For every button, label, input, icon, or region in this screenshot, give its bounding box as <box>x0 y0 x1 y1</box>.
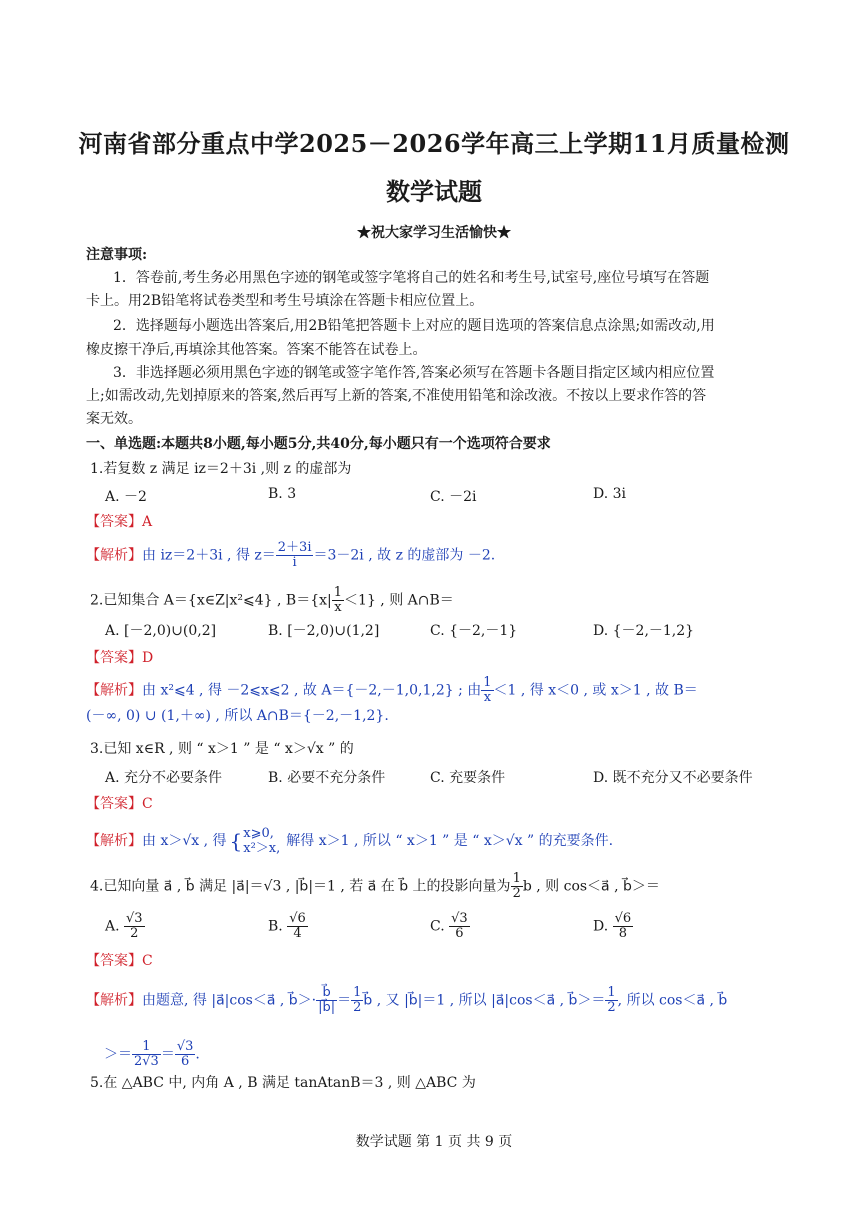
q3-stem: 3.已知 x∈R , 则 “ x＞1 ” 是 “ x＞√x ” 的 <box>90 741 354 757</box>
q4-half-den: 2 <box>353 1000 362 1015</box>
q4-analysis-part-d: , 所以 cos＜a⃗ , b⃗ <box>617 992 728 1009</box>
q4-r2-num: √3 <box>176 1039 194 1054</box>
section-heading: 一、单选题:本题共8小题,每小题5分,共40分,每小题只有一个选项符合要求 <box>86 436 551 452</box>
q1-fraction <box>276 541 314 570</box>
q1-answer-value: A <box>142 514 153 530</box>
q4-answer <box>86 951 786 971</box>
q4-half2-den: 2 <box>607 1000 616 1015</box>
q3-option-c: C. 充要条件 <box>430 770 506 786</box>
q4-analysis-part-f: ＝ <box>160 1046 175 1063</box>
q4-answer-value: C <box>142 953 153 969</box>
q1-option-b: B. 3 <box>268 486 297 502</box>
q1-answer <box>86 512 786 532</box>
q2-option-d: D. {－2,－1,2} <box>593 623 695 639</box>
q1-option-a: A. －2 <box>105 489 147 505</box>
q4-stem-part-b: b , 则 cos＜a⃗ , b⃗＞＝ <box>522 878 660 895</box>
q2-analysis-part-b: ＜1 , 得 x＜0 , 或 x＞1 , 故 B＝ <box>493 682 698 699</box>
q4-b-num: √6 <box>289 911 306 926</box>
q2-answer-value: D <box>142 650 154 666</box>
q4-option-d-label: D. <box>593 918 609 935</box>
q4-c-den: 6 <box>455 926 464 941</box>
q4-option-d-fraction <box>613 912 634 941</box>
q1-frac-num: 2＋3i <box>277 540 312 555</box>
q3-system-line-1: x⩾0, <box>243 826 274 841</box>
answer-tag: 【答案】 <box>86 796 142 812</box>
q2-stem-part-a: 2.已知集合 A＝{x∈Z|x²⩽4} , B＝{x| <box>90 592 332 609</box>
q3-analysis-part-a: 由 x＞√x , 得 <box>142 833 227 849</box>
q4-option-a <box>105 912 145 941</box>
q4-a-den: 2 <box>130 926 139 941</box>
q4-r1-num: 1 <box>132 1040 161 1055</box>
q4-analysis-line-2 <box>104 1040 804 1069</box>
notice-item-3-line-3: 案无效。 <box>86 411 142 427</box>
q3-option-a: A. 充分不必要条件 <box>105 770 223 786</box>
motto: ★祝大家学习生活愉快★ <box>357 225 511 241</box>
q4-result-fraction-1 <box>132 1040 161 1069</box>
q4-analysis-part-b: ＝ <box>337 992 352 1009</box>
q2-stem <box>90 586 790 615</box>
q1-analysis <box>86 541 786 570</box>
q3-analysis-part-b: 解得 x＞1 , 所以 “ x＞1 ” 是 “ x＞√x ” 的充要条件. <box>286 833 614 849</box>
q3-answer <box>86 794 786 814</box>
q2-option-a: A. [－2,0)∪(0,2] <box>105 623 217 639</box>
q4-option-d <box>593 912 633 941</box>
q3-analysis <box>86 826 786 856</box>
q4-analysis-line-1 <box>86 986 786 1015</box>
q4-vf-den: |b⃗| <box>318 1000 336 1015</box>
q4-d-num: √6 <box>614 911 632 926</box>
q4-sfrac-den: 2 <box>512 886 521 901</box>
q4-vf-num: b⃗ <box>316 986 337 1001</box>
q4-analysis-part-g: . <box>195 1046 200 1063</box>
q4-a-num: √3 <box>126 911 143 926</box>
q4-stem <box>90 872 790 901</box>
notice-item-2-line-1: 2．选择题每小题选出答案后,用2B铅笔把答题卡上对应的题目选项的答案信息点涂黑;如需改动,用 <box>113 318 715 334</box>
q2-afrac-num: 1 <box>483 675 492 690</box>
analysis-tag: 【解析】 <box>86 682 142 699</box>
q4-half-num: 1 <box>353 985 362 1000</box>
q4-option-a-label: A. <box>105 918 120 935</box>
q2-answer <box>86 648 786 668</box>
q2-analysis-fraction <box>481 676 493 705</box>
q3-option-d: D. 既不充分又不必要条件 <box>593 770 753 786</box>
q4-half-fraction-2 <box>605 986 617 1015</box>
q2-option-b: B. [－2,0)∪(1,2] <box>268 623 380 639</box>
answer-tag: 【答案】 <box>86 650 142 666</box>
notice-item-3-line-2: 上;如需改动,先划掉原来的答案,然后再写上新的答案,不准使用铅笔和涂改液。不按以上要求作答的答 <box>86 388 707 404</box>
analysis-tag: 【解析】 <box>86 547 142 564</box>
q2-afrac-den: x <box>483 690 492 705</box>
q2-fraction <box>332 586 344 615</box>
notice-item-1-line-1: 1．答卷前,考生务必用黑色字迹的钢笔或签字笔将自己的姓名和考生号,试室号,座位号填写在答题 <box>113 270 710 286</box>
q4-sfrac-num: 1 <box>512 871 521 886</box>
q2-frac-den: x <box>334 600 342 615</box>
q1-analysis-part-a: 由 iz＝2＋3i , 得 z＝ <box>142 547 276 564</box>
q4-option-b-label: B. <box>268 918 283 935</box>
analysis-tag: 【解析】 <box>86 992 142 1009</box>
q4-half2-num: 1 <box>607 985 616 1000</box>
q1-analysis-part-b: ＝3－2i , 故 z 的虚部为 －2. <box>313 547 496 564</box>
brace-icon: { <box>229 829 243 853</box>
q4-option-c-label: C. <box>430 918 445 935</box>
q4-option-a-fraction <box>124 912 145 941</box>
q4-half-fraction <box>351 986 363 1015</box>
q1-stem: 1.若复数 z 满足 iz＝2＋3i ,则 z 的虚部为 <box>90 461 352 477</box>
subject-title: 数学试题 <box>386 177 482 206</box>
q4-option-c <box>430 912 470 941</box>
q4-option-c-fraction <box>449 912 470 941</box>
q3-system <box>243 826 280 856</box>
analysis-tag: 【解析】 <box>86 833 142 849</box>
q4-r1-den: 2√3 <box>134 1054 159 1069</box>
q4-d-den: 8 <box>618 926 628 941</box>
q2-frac-num: 1 <box>333 585 343 600</box>
q1-frac-den: i <box>292 555 297 570</box>
q2-analysis-line-1 <box>86 676 786 705</box>
exam-title: 河南省部分重点中学2025－2026学年高三上学期11月质量检测 <box>78 129 790 158</box>
q4-b-den: 4 <box>293 926 302 941</box>
q2-option-c: C. {－2,－1} <box>430 623 518 639</box>
page-footer: 数学试题 第 1 页 共 9 页 <box>355 1134 513 1150</box>
q5-stem: 5.在 △ABC 中, 内角 A , B 满足 tanAtanB＝3 , 则 △ABC 为 <box>90 1075 476 1091</box>
q4-analysis-part-a: 由题意, 得 |a⃗|cos＜a⃗ , b⃗＞· <box>142 992 317 1009</box>
notice-item-2-line-2: 橡皮擦干净后,再填涂其他答案。答案不能答在试卷上。 <box>86 342 427 358</box>
notice-heading: 注意事项: <box>86 247 148 263</box>
q4-result-fraction-2 <box>175 1040 196 1069</box>
q1-option-c: C. －2i <box>430 489 477 505</box>
q4-option-b-fraction <box>287 912 308 941</box>
q4-analysis-part-c: b⃗ , 又 |b⃗|＝1 , 所以 |a⃗|cos＜a⃗ , b⃗＞＝ <box>363 992 606 1009</box>
q4-c-num: √3 <box>451 911 468 926</box>
answer-tag: 【答案】 <box>86 953 142 969</box>
notice-item-3-line-1: 3．非选择题必须用黑色字迹的钢笔或签字笔作答,答案必须写在答题卡各题目指定区域内相应位置 <box>113 365 715 381</box>
q4-analysis-part-e: ＞＝ <box>104 1046 132 1063</box>
answer-tag: 【答案】 <box>86 514 142 530</box>
q2-analysis-line-2: (－∞, 0) ∪ (1,＋∞) , 所以 A∩B＝{－2,－1,2}. <box>86 708 389 724</box>
q2-stem-part-b: ＜1} , 则 A∩B＝ <box>344 592 454 609</box>
q4-stem-part-a: 4.已知向量 a⃗ , b⃗ 满足 |a⃗|＝√3 , |b⃗|＝1 , 若 a⃗ 在 b⃗ 上的投影向量为 <box>90 878 511 895</box>
q4-vector-fraction <box>316 986 337 1015</box>
q3-system-line-2: x²＞x, <box>243 841 281 856</box>
q1-option-d: D. 3i <box>593 486 627 502</box>
q4-option-b <box>268 912 308 941</box>
q4-stem-fraction <box>511 872 523 901</box>
q3-option-b: B. 必要不充分条件 <box>268 770 386 786</box>
notice-item-1-line-2: 卡上。用2B铅笔将试卷类型和考生号填涂在答题卡相应位置上。 <box>86 293 484 309</box>
q2-analysis-part-a: 由 x²⩽4 , 得 －2⩽x⩽2 , 故 A＝{－2,－1,0,1,2} ; 由 <box>142 682 482 699</box>
q4-r2-den: 6 <box>180 1054 190 1069</box>
q3-answer-value: C <box>142 796 153 812</box>
